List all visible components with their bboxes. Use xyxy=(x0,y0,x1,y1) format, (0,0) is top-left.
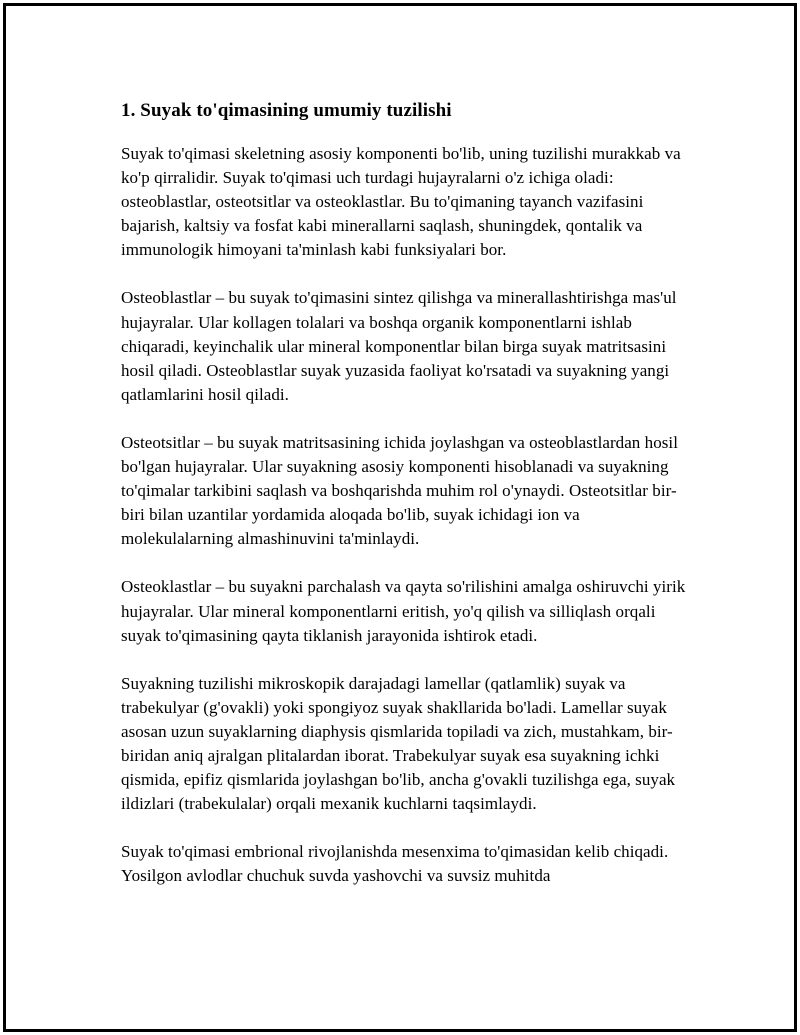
paragraph-osteocytes: Osteotsitlar – bu suyak matritsasining ichida joylashgan va osteoblastlardan hosil bo'lgan hujayralar. Ular suyakning asosiy komponenti hisoblanadi va suyakning to'qimalar tarkibini saqlash va boshqarishda muhim rol o'ynaydi. Osteotsitlar bir-biri bilan uzantilar yordamida aloqada bo'lib, suyak ichidagi ion va molekulalarning almashinuvini ta'minlaydi. xyxy=(121,432,678,549)
section-heading: 1. Suyak to'qimasining umumiy tuzilishi xyxy=(121,100,452,121)
paragraph-osteoclasts: Osteoklastlar – bu suyakni parchalash va qayta so'rilishini amalga oshiruvchi yirik hujayralar. Ular mineral komponentlarni eritish, yo'q qilish va silliqlash orqali suyak to'qimasining qayta tiklanish jarayonida ishtirok etadi. xyxy=(121,577,686,645)
paragraph-embryonic-development: Suyak to'qimasi embrional rivojlanishda mesenxima to'qimasidan kelib chiqadi. Yosilgon avlodlar chuchuk suvda yashovchi va suvsiz muhitda xyxy=(121,842,669,886)
page-frame xyxy=(3,3,797,1032)
paragraph-intro: Suyak to'qimasi skeletning asosiy komponenti bo'lib, uning tuzilishi murakkab va ko'p qirralidir. Suyak to'qimasi uch turdagi hujayralarni o'z ichiga oladi: osteoblastlar, osteotsitlar va osteoklastlar. Bu to'qimaning tayanch vazifasini bajarish, kaltsiy va fosfat kabi minerallarni saqlash, shuningdek, qontalik va immunologik himoyani ta'minlash kabi funksiyalari bor. xyxy=(121,144,681,260)
document-body xyxy=(121,94,691,888)
paragraph-bone-structure: Suyakning tuzilishi mikroskopik darajadagi lamellar (qatlamlik) suyak va trabekulyar (g'ovakli) yoki spongiyoz suyak shakllarida bo'ladi. Lamellar suyak asosan uzun suyaklarning diaphysis qismlarida topiladi va zich, mustahkam, bir-biridan aniq ajralgan plitalardan iborat. Trabekulyar suyak esa suyakning ichki qismida, epifiz qismlarida joylashgan bo'lib, ancha g'ovakli tuzilishga ega, suyak ildizlari (trabekulalar) orqali mexanik kuchlarni taqsimlaydi. xyxy=(121,673,676,814)
paragraph-osteoblasts: Osteoblastlar – bu suyak to'qimasini sintez qilishga va minerallashtirishga mas'ul hujayralar. Ular kollagen tolalari va boshqa organik komponentlarni ishlab chiqaradi, keyinchalik ular mineral komponentlar bilan birga suyak matritsasini hosil qiladi. Osteoblastlar suyak yuzasida faoliyat ko'rsatadi va suyakning yangi qatlamlarini hosil qiladi. xyxy=(121,288,677,404)
